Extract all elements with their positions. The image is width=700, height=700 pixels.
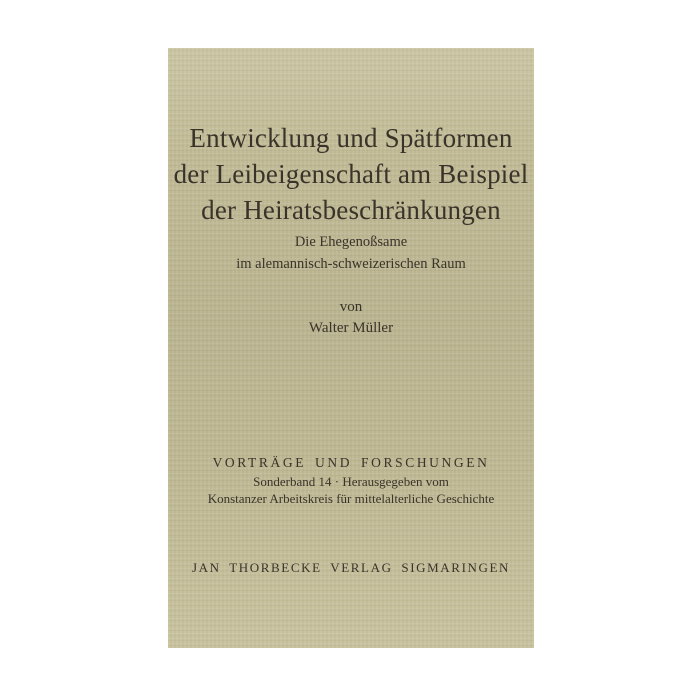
byline <box>168 297 534 339</box>
series-editor-line: Konstanzer Arbeitskreis für mittelalterliche Geschichte <box>207 491 495 506</box>
book-subtitle <box>168 231 534 275</box>
book-cover <box>168 48 534 648</box>
publisher-imprint: JAN THORBECKE VERLAG SIGMARINGEN <box>191 560 511 575</box>
book-subtitle-line-1: Die Ehegenoßsame <box>294 234 408 250</box>
author-name: Walter Müller <box>308 320 394 336</box>
book-title-line-3: der Heiratsbeschränkungen <box>201 195 501 225</box>
book-title-line-1: Entwicklung und Spätformen <box>189 123 513 153</box>
book-subtitle-line-2: im alemannisch-schweizerischen Raum <box>236 256 466 272</box>
book-title <box>168 120 534 228</box>
series-volume-line: Sonderband 14 · Herausgegeben vom <box>253 473 449 489</box>
series-name: VORTRÄGE UND FORSCHUNGEN <box>212 455 490 470</box>
book-title-line-2: der Leibeigenschaft am Beispiel <box>173 159 529 189</box>
byline-prefix: von <box>339 299 363 315</box>
series-block <box>168 454 534 508</box>
